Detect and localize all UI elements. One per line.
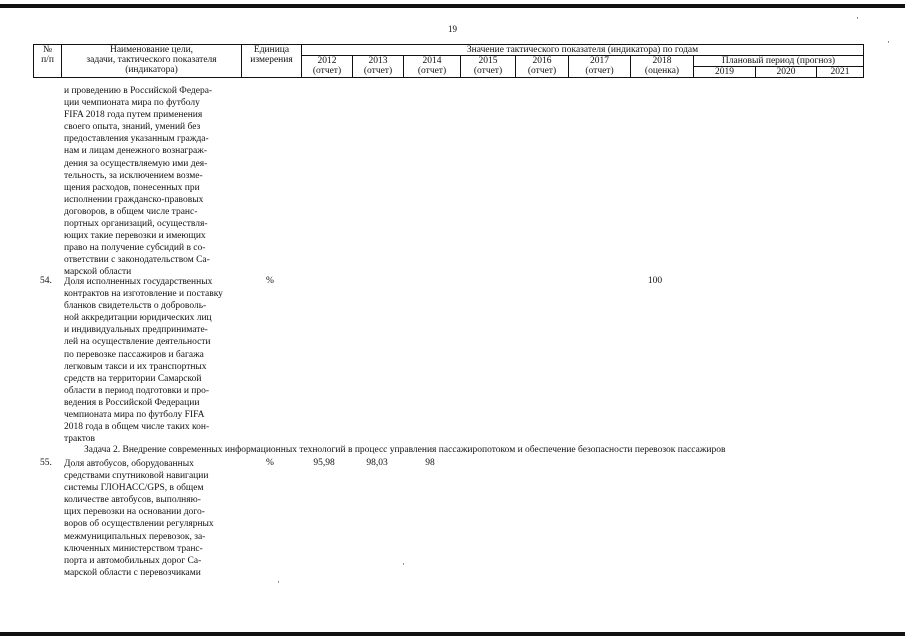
row-55-value-2012: 95,98 (313, 458, 335, 468)
year-2016-header: 2016 (отчет) (516, 56, 569, 78)
scan-speck: · (887, 37, 890, 47)
bottom-rule (0, 632, 905, 636)
top-rule (0, 4, 905, 8)
row-55-unit: % (266, 458, 274, 468)
col-number-header: № п/п (34, 45, 62, 78)
row-55-description: Доля автобусов, оборудованных средствами спутниковой навигации системы ГЛОНАСС/GPS, в общем количестве автобусов, выполняю- щих перевозки на основании дого- воров об осуществлении регулярных межмуниципальных перевозок, за- ключенных министерством транс- порта и автомобильных дорог Са- марской области с перевозчиками (64, 459, 214, 578)
row-54-description: Доля исполненных государственных контрактов на изготовление и поставку бланков свидетельств о доброволь- ной аккредитации юридических лиц и индивидуальных предпринимате- лей на осуществление деятельности по перевозке пассажиров и багажа легковым такси и их транспортных средств на территории Самарской области в период подготовки и про- ведения в Российской Федерации чемпионата мира по футболу FIFA 2018 года в общем числе таких кон- трактов (64, 277, 223, 445)
year-2021-header: 2021 (817, 67, 864, 78)
row-54-value-2018: 100 (647, 276, 663, 286)
scan-speck: · (277, 577, 280, 587)
col-unit-header: Единица измерения (242, 45, 302, 78)
task-2-heading: Задача 2. Внедрение современных информационных технологий в процесс управления пассажиропотоком и обеспечение безопасности перевозок пассажиров (84, 445, 726, 455)
values-by-year-header: Значение тактического показателя (индикатора) по годам (302, 45, 864, 56)
year-2013-header: 2013 (отчет) (353, 56, 404, 78)
year-2017-header: 2017 (отчет) (569, 56, 631, 78)
year-2015-header: 2015 (отчет) (461, 56, 516, 78)
row-55-value-2013: 98,03 (366, 458, 388, 468)
scan-speck: · (856, 13, 859, 23)
year-2020-header: 2020 (756, 67, 817, 78)
page-number: 19 (448, 24, 457, 34)
indicator-table-header (33, 44, 864, 78)
row-54-number: 54. (40, 276, 52, 286)
year-2012-header: 2012 (отчет) (302, 56, 353, 78)
row-55-number: 55. (40, 458, 52, 468)
plan-period-header: Плановый период (прогноз) (694, 56, 864, 67)
col-name-header: Наименование цели, задачи, тактического показателя (индикатора) (62, 45, 242, 78)
year-2018-header: 2018 (оценка) (631, 56, 694, 78)
year-2014-header: 2014 (отчет) (404, 56, 461, 78)
row-continued-description: и проведению в Российской Федера- ции чемпионата мира по футболу FIFA 2018 года путем применения своего опыта, знаний, умений без предоставления указанным гражда- нам и лицам денежного вознаграж- дения за осуществляемую ими дея- тельность, за исключением возме- щения расходов, понесенных при исполнении гражданско-правовых договоров, в общем числе транс- портных организаций, осуществля- ющих такие перевозки и имеющих право на получение субсидий в со- ответствии с законодательством Са- марской области (64, 86, 213, 278)
year-2019-header: 2019 (694, 67, 756, 78)
scan-speck: · (402, 559, 405, 569)
row-55-value-2014: 98 (425, 458, 435, 468)
row-54-unit: % (266, 276, 274, 286)
